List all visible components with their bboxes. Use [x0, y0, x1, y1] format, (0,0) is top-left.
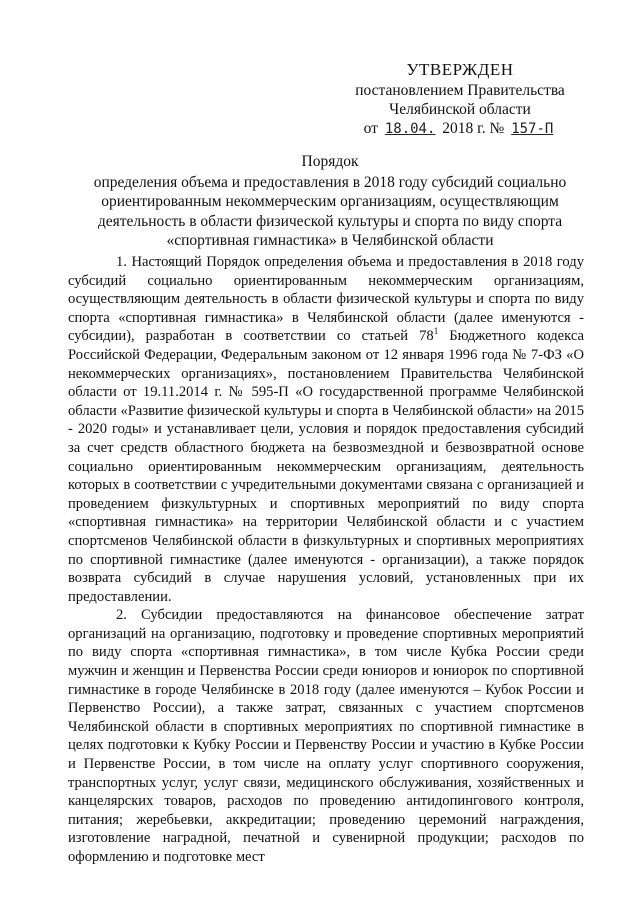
- title-line-1: определения объема и предоставления в 2018 году субсидий социально: [93, 174, 567, 192]
- title-line-3: деятельность в области физической культуры и спорта по виду спорта: [97, 212, 563, 230]
- document-body: [68, 253, 584, 867]
- approval-line-1: постановлением Правительства: [355, 82, 565, 99]
- article-superscript: 1: [433, 326, 439, 337]
- document-title: [60, 152, 600, 250]
- approval-date-line: [340, 119, 580, 139]
- paragraph-1-end: Бюджетного кодекса Российской Федерации, Федеральным законом от 12 января 1996 года № 7-ФЗ «О некоммерческих организациях», постановлением Правительства Челябинской области от 19.11.2014 г. № 595-П «О государственной программе Челябинской области «Развитие физической культуры и спорта в Челябинской области» на 2015 - 2020 годы» и устанавливает цели, условия и порядок предоставления субсидий за счет средств областного бюджета на безвозмездной и безвозвратной основе социально ориентированным некоммерческим организациям, деятельность которых в соответствии с учредительными документами связана с организацией и проведением физкультурных и спортивных мероприятий по виду спорта «спортивная гимнастика» на территории Челябинской области и с участием спортсменов Челябинской области в физкультурных и спортивных мероприятиях по спортивной гимнастике (далее именуются - организации), а также порядок возврата субсидий в случае нарушения условий, установленных при их предоставлении.: [68, 328, 584, 605]
- date-suffix: 2018 г. №: [442, 120, 505, 137]
- title-heading: Порядок: [301, 153, 359, 170]
- paragraph-1: [68, 253, 584, 606]
- paragraph-2: 2. Субсидии предоставляются на финансовое обеспечение затрат организаций на организацию, подготовку и проведение спортивных мероприятий по виду спорта «спортивная гимнастика», в том числе Кубка России среди мужчин и женщин и Первенства России среди юниоров и юниорок по спортивной гимнастике в городе Челябинске в 2018 году (далее именуются – Кубок России и Первенство России), а также затрат, связанных с участием спортсменов Челябинской области в спортивных мероприятиях по спортивной гимнастике в целях подготовки к Кубку России и Первенству России и участию в Кубке России и Первенстве России, в том числе на оплату услуг спортивного сооружения, транспортных услуг, услуг связи, медицинского обслуживания, хозяйственных и канцелярских товаров, расходов по проведению антидопингового контроля, питания; жеребьевки, аккредитации; проведению церемоний награждения, изготовление наградной, печатной и сувенирной продукции; расходов по оформлению и подготовке мест: [68, 607, 584, 865]
- handwritten-number: 157-П: [511, 121, 554, 137]
- date-prefix: от: [363, 120, 378, 137]
- approval-block: [340, 60, 580, 139]
- title-line-4: «спортивная гимнастика» в Челябинской области: [166, 231, 494, 249]
- title-line-2: ориентированным некоммерческим организациям, осуществляющим: [101, 193, 559, 211]
- approval-stamp: УТВЕРЖДЕН: [406, 60, 514, 79]
- approval-line-2: Челябинской области: [389, 101, 531, 118]
- paragraph-1-start: 1. Настоящий Порядок определения объема и предоставления в 2018 году субсидий социально ориентированным некоммерческим организациям, осуществляющим деятельность в области физической культуры и спорта по виду спорта «спортивная гимнастика» в Челябинской области (далее именуются - субсидии), разработан в соответствии со статьей 78: [68, 254, 584, 345]
- handwritten-date: 18.04.: [384, 121, 436, 137]
